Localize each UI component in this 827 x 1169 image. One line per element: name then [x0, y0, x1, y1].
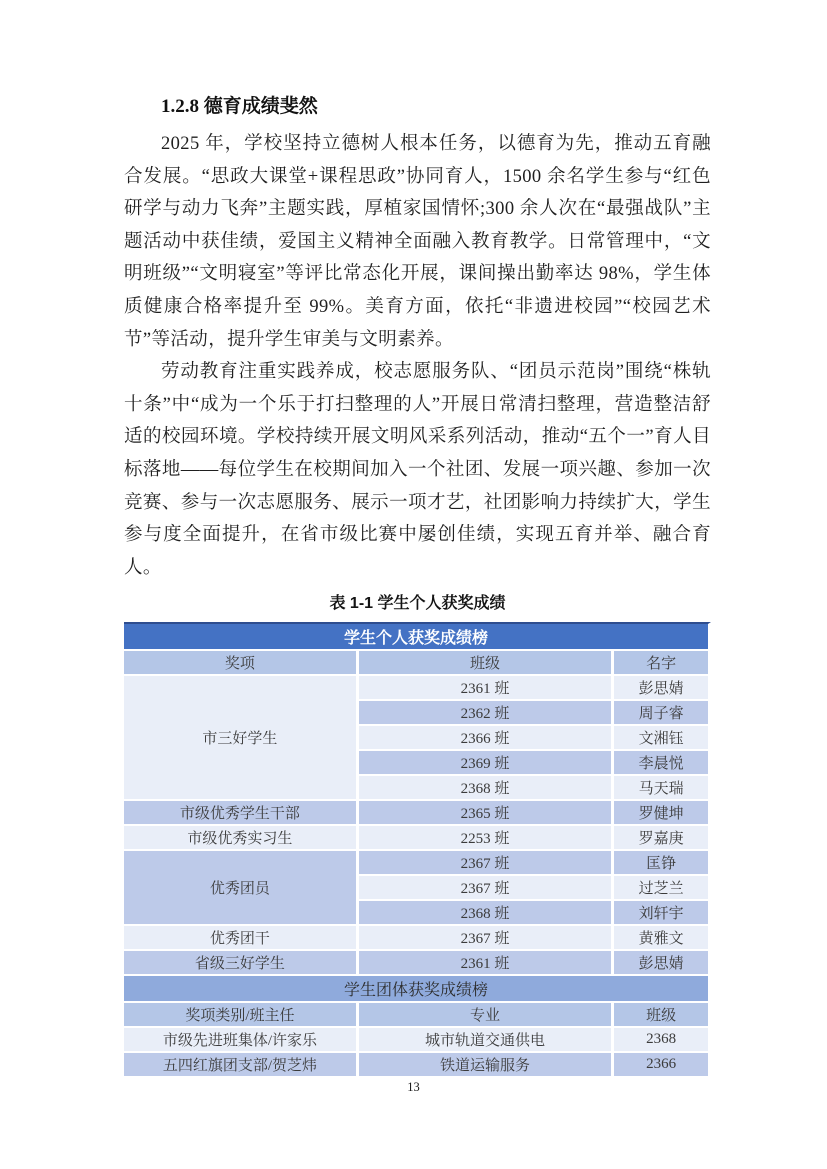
table-row [124, 926, 711, 951]
class-cell: 2368 班 [359, 776, 614, 801]
page-number: 13 [407, 1080, 420, 1094]
class-cell: 2253 班 [359, 826, 614, 851]
table-caption: 表 1-1 学生个人获奖成绩 [329, 595, 506, 613]
column-header-2: 班级 [359, 651, 614, 676]
column-header-3: 班级 [614, 1003, 711, 1028]
name-cell: 匡铮 [614, 851, 711, 876]
table-row [124, 951, 711, 976]
individual-awards-header: 学生个人获奖成绩榜 [124, 622, 711, 651]
class-cell: 2366 [614, 1053, 711, 1078]
page-content [124, 93, 711, 1078]
class-cell: 2366 班 [359, 726, 614, 751]
award-cell: 省级三好学生 [124, 951, 359, 976]
table-row [124, 1053, 711, 1078]
name-cell: 彭思婧 [614, 676, 711, 701]
class-cell: 2367 班 [359, 876, 614, 901]
major-cell: 城市轨道交通供电 [359, 1028, 614, 1053]
student-awards-table [124, 622, 711, 1078]
class-cell: 2361 班 [359, 676, 614, 701]
name-cell: 罗嘉庚 [614, 826, 711, 851]
column-header-3: 名字 [614, 651, 711, 676]
major-cell: 铁道运输服务 [359, 1053, 614, 1078]
group-awards-header: 学生团体获奖成绩榜 [124, 976, 711, 1003]
class-cell: 2367 班 [359, 851, 614, 876]
class-cell: 2367 班 [359, 926, 614, 951]
name-cell: 黄雅文 [614, 926, 711, 951]
class-cell: 2368 班 [359, 901, 614, 926]
name-cell: 文湘钰 [614, 726, 711, 751]
table-row [124, 622, 711, 651]
name-cell: 李晨悦 [614, 751, 711, 776]
name-cell: 过芝兰 [614, 876, 711, 901]
award-cell: 优秀团干 [124, 926, 359, 951]
section-heading: 1.2.8 德育成绩斐然 [161, 96, 318, 117]
paragraph-moral-education: 2025 年，学校坚持立德树人根本任务，以德育为先，推动五育融合发展。“思政大课堂+课程思政”协同育人，1500 余名学生参与“红色研学与动力飞奔”主题实践，厚植家国情怀;300 余人次在“最强战队”主题活动中获佳绩，爱国主义精神全面融入教育教学。日常管理中，“文明班级”“文明寝室”等评比常态化开展，课间操出勤率达 98%，学生体质健康合格率提升至 99%。美育方面，依托“非遗进校园”“校园艺术节”等活动，提升学生审美与文明素养。 [124, 134, 711, 350]
award-cell: 市三好学生 [124, 676, 359, 801]
award-cell: 市级优秀学生干部 [124, 801, 359, 826]
name-cell: 马天瑞 [614, 776, 711, 801]
class-cell: 2362 班 [359, 701, 614, 726]
table-row [124, 851, 711, 876]
award-cell: 优秀团员 [124, 851, 359, 926]
column-header-2: 专业 [359, 1003, 614, 1028]
table-row [124, 801, 711, 826]
paragraph-labor-education: 劳动教育注重实践养成，校志愿服务队、“团员示范岗”围绕“株轨十条”中“成为一个乐于打扫整理的人”开展日常清扫整理，营造整洁舒适的校园环境。学校持续开展文明风采系列活动，推动“五个一”育人目标落地——每位学生在校期间加入一个社团、发展一项兴趣、参加一次竞赛、参与一次志愿服务、展示一项才艺，社团影响力持续扩大，学生参与度全面提升，在省市级比赛中屡创佳绩，实现五育并举、融合育人。 [124, 362, 711, 578]
class-cell: 2368 [614, 1028, 711, 1053]
award-teacher-cell: 市级先进班集体/许家乐 [124, 1028, 359, 1053]
table-row [124, 651, 711, 676]
name-cell: 刘轩宇 [614, 901, 711, 926]
table-row [124, 1003, 711, 1028]
column-header-1: 奖项 [124, 651, 359, 676]
table-row [124, 676, 711, 701]
table-row [124, 1028, 711, 1053]
class-cell: 2361 班 [359, 951, 614, 976]
name-cell: 彭思婧 [614, 951, 711, 976]
award-cell: 市级优秀实习生 [124, 826, 359, 851]
class-cell: 2365 班 [359, 801, 614, 826]
name-cell: 罗健坤 [614, 801, 711, 826]
award-teacher-cell: 五四红旗团支部/贺芝炜 [124, 1053, 359, 1078]
column-header-1: 奖项类别/班主任 [124, 1003, 359, 1028]
class-cell: 2369 班 [359, 751, 614, 776]
table-row [124, 976, 711, 1003]
table-row [124, 826, 711, 851]
name-cell: 周子睿 [614, 701, 711, 726]
